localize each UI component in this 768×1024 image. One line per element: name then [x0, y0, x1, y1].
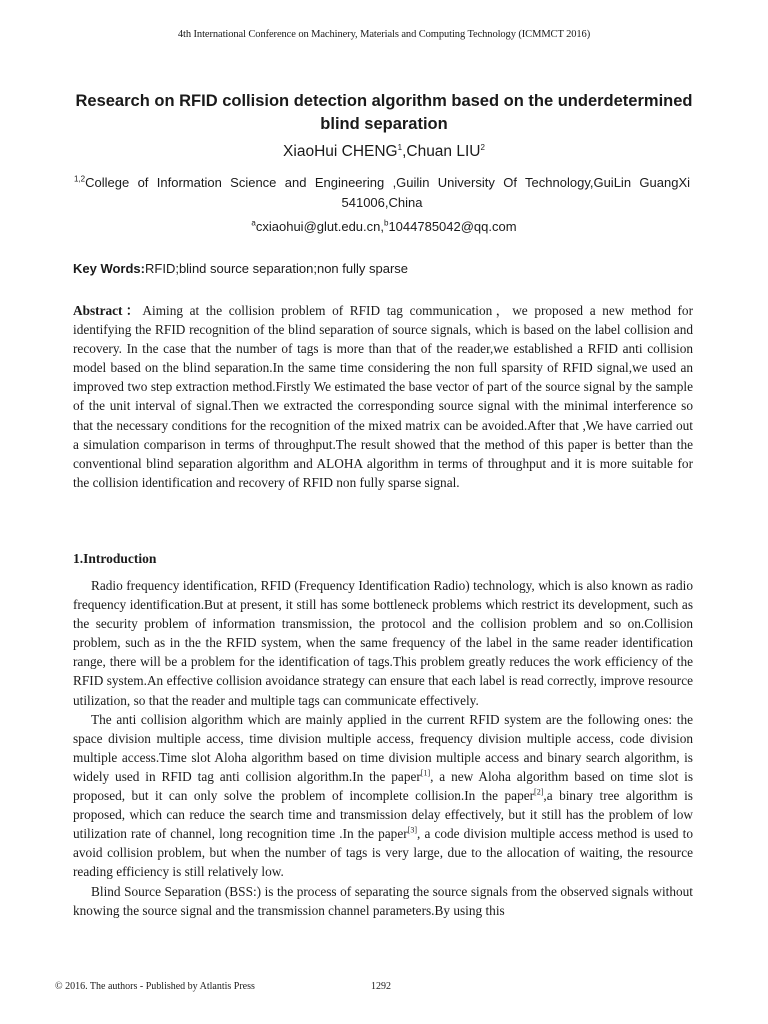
email-superscript: b — [383, 218, 389, 228]
citation-ref[interactable]: [1] — [420, 768, 431, 778]
email-superscript: a — [251, 218, 256, 228]
author-superscript: 1 — [397, 142, 403, 152]
affiliation-superscript: 1,2 — [74, 174, 86, 184]
email-address[interactable]: 1044785042@qq.com — [388, 219, 517, 234]
keywords — [73, 261, 693, 276]
paragraph-text: The anti collision algorithm which are mainly applied in the current RFID system are the following ones: the space division multiple access, time division multiple access, frequency division multiple access, code division multiple access.Time slot Aloha algorithm based on time division multiple access and binary search algorithm, is widely used in RFID tag anti collision algorithm.In the paper — [73, 711, 693, 784]
paragraph-text: , a code division multiple access method is used to avoid collision problem, but when the number of tags is very large, due to the allocation of waiting, the resource reading efficiency is still relatively low. — [73, 826, 693, 880]
email-address[interactable]: cxiaohui@glut.edu.cn, — [255, 219, 384, 234]
author-name: Chuan LIU — [406, 143, 481, 160]
keywords-label: Key Words: — [73, 261, 145, 276]
section-heading: 1.Introduction — [73, 551, 157, 566]
author-name: XiaoHui CHENG — [283, 143, 398, 160]
abstract-label: Abstract： — [73, 303, 143, 318]
paragraph — [73, 710, 693, 882]
abstract — [73, 301, 693, 492]
citation-ref[interactable]: [3] — [407, 825, 417, 835]
affiliation — [74, 173, 690, 213]
paragraph: Blind Source Separation (BSS:) is the process of separating the source signals from the observed signals without knowing the source signal and the transmission channel parameters.By using this — [73, 883, 693, 918]
email-line — [0, 219, 768, 234]
conference-header: 4th International Conference on Machinery, Materials and Computing Technology (ICMMCT 2016) — [177, 29, 591, 40]
abstract-text: Aiming at the collision problem of RFID tag communication，we proposed a new method for identifying the RFID recognition of the blind separation of source signals, which is based on the label collision and recovery. In the case that the number of tags is more than that of the reader,we established a RFID anti collision model based on the blind separation.In the same time considering the non full sparsity of RFID signal,we used an improved two step extraction method.Firstly We estimated the base vector of part of the source signal by the sample of the unit interval of signal.Then we extracted the corresponding source signal with the minimal interference so that the necessary conditions for the recognition of the mixed matrix can be avoided.After that ,We have carried out a simulation comparison in terms of throughput.The result showed that the method of this paper is better than the conventional blind separation algorithm and ALOHA algorithm in terms of throughput and it is more suitable for the collision identification and recovery of RFID non fully sparse signal. — [73, 303, 694, 490]
paragraph-text: , a new Aloha algorithm based on time slot is proposed, but it can only solve the problem of incomplete collision.In the paper — [73, 768, 693, 804]
copyright-footer: © 2016. The authors - Published by Atlantis Press — [55, 981, 255, 992]
introduction-body — [73, 576, 693, 920]
paper-title: Research on RFID collision detection algorithm based on the underdetermined blind separation — [75, 92, 693, 133]
author-superscript: 2 — [480, 142, 485, 152]
paragraph-text: ,a binary tree algorithm is proposed, which can reduce the search time and transmission delay effectively, but it still has the problem of low utilization rate of channel, long recognition time .In the paper — [73, 788, 693, 842]
keywords-text: RFID;blind source separation;non fully sparse — [145, 261, 409, 276]
citation-ref[interactable]: [2] — [534, 787, 544, 797]
author-line — [0, 143, 768, 161]
affiliation-text: College of Information Science and Engineering ,Guilin University Of Technology,GuiLin GuangXi 541006,China — [85, 175, 690, 210]
page-number: 1292 — [371, 981, 391, 992]
paragraph: Radio frequency identification, RFID (Frequency Identification Radio) technology, which is also known as radio frequency identification.But at present, it still has some bottleneck problems which restrict its development, such as the security problem of information transmission, the protocol and the collision problem and so on.Collision problem, such as in the the RFID system, when the same frequency of the label in the same reader identification range, there will be a problem for the identification of tags.This problem greatly reduces the work efficiency of the RFID system.An effective collision avoidance strategy can ensure that each label is read correctly, improve resource utilization, so that the reader and multiple tags can communicate effectively. — [73, 578, 693, 708]
author-separator: , — [402, 143, 407, 160]
